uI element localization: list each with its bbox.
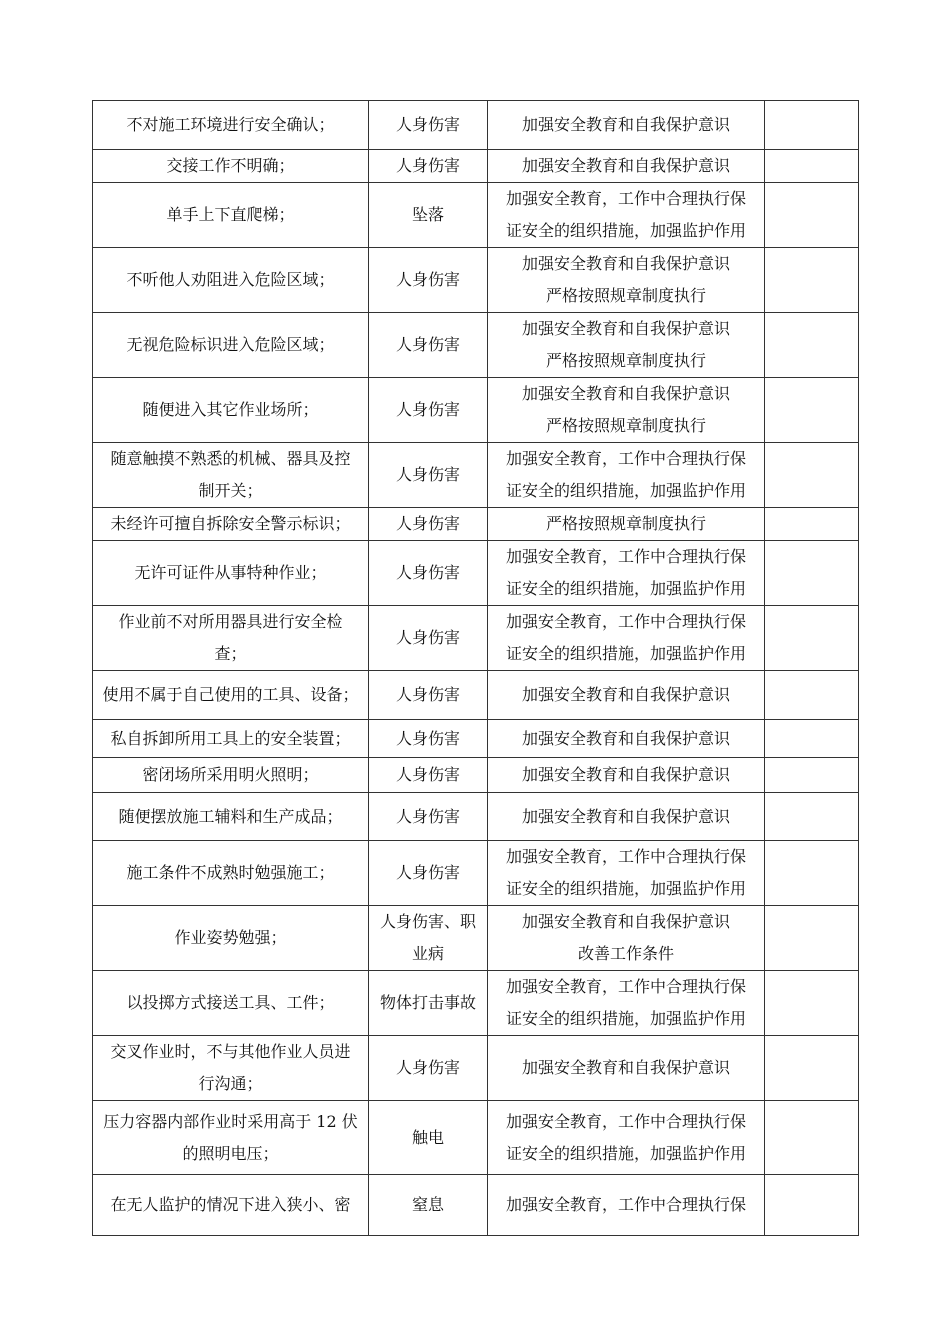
note-cell: [765, 671, 859, 720]
table-row: [93, 248, 859, 313]
note-cell: [765, 793, 859, 841]
note-cell: [765, 150, 859, 183]
harm-cell: 人身伤害: [369, 606, 488, 671]
table-row: [93, 313, 859, 378]
measure-cell: 加强安全教育，工作中合理执行保 证安全的组织措施，加强监护作用: [488, 183, 765, 248]
hazard-cell: 压力容器内部作业时采用高于 12 伏 的照明电压；: [93, 1101, 369, 1175]
measure-cell: 加强安全教育，工作中合理执行保: [488, 1175, 765, 1236]
harm-cell: 坠落: [369, 183, 488, 248]
note-cell: [765, 378, 859, 443]
measure-cell: 加强安全教育，工作中合理执行保 证安全的组织措施，加强监护作用: [488, 606, 765, 671]
note-cell: [765, 841, 859, 906]
hazard-cell: 随便进入其它作业场所；: [93, 378, 369, 443]
hazard-cell: 无许可证件从事特种作业；: [93, 541, 369, 606]
harm-cell: 人身伤害: [369, 720, 488, 758]
hazard-cell: 单手上下直爬梯；: [93, 183, 369, 248]
note-cell: [765, 1175, 859, 1236]
note-cell: [765, 1036, 859, 1101]
measure-cell: 加强安全教育，工作中合理执行保 证安全的组织措施，加强监护作用: [488, 971, 765, 1036]
note-cell: [765, 183, 859, 248]
hazard-cell: 随便摆放施工辅料和生产成品；: [93, 793, 369, 841]
harm-cell: 人身伤害: [369, 443, 488, 508]
table-row: [93, 508, 859, 541]
measure-cell: 加强安全教育和自我保护意识: [488, 720, 765, 758]
hazard-cell: 在无人监护的情况下进入狭小、密: [93, 1175, 369, 1236]
hazard-cell: 私自拆卸所用工具上的安全装置；: [93, 720, 369, 758]
note-cell: [765, 1101, 859, 1175]
hazard-cell: 以投掷方式接送工具、工件；: [93, 971, 369, 1036]
hazard-cell: 作业前不对所用器具进行安全检 查；: [93, 606, 369, 671]
table-row: [93, 720, 859, 758]
harm-cell: 人身伤害: [369, 150, 488, 183]
table-row: [93, 150, 859, 183]
harm-cell: 人身伤害: [369, 793, 488, 841]
note-cell: [765, 101, 859, 150]
table-row: [93, 606, 859, 671]
table-row: [93, 671, 859, 720]
measure-cell: 加强安全教育和自我保护意识: [488, 150, 765, 183]
measure-cell: 加强安全教育和自我保护意识 严格按照规章制度执行: [488, 313, 765, 378]
harm-cell: 人身伤害: [369, 378, 488, 443]
measure-cell: 加强安全教育和自我保护意识 严格按照规章制度执行: [488, 378, 765, 443]
note-cell: [765, 248, 859, 313]
table-row: [93, 1101, 859, 1175]
table-row: [93, 1036, 859, 1101]
table-row: [93, 1175, 859, 1236]
note-cell: [765, 541, 859, 606]
table-row: [93, 101, 859, 150]
hazard-cell: 密闭场所采用明火照明；: [93, 758, 369, 793]
harm-cell: 人身伤害: [369, 541, 488, 606]
table-row: [93, 758, 859, 793]
hazard-cell: 不听他人劝阻进入危险区域；: [93, 248, 369, 313]
table-row: [93, 906, 859, 971]
harm-cell: 人身伤害: [369, 508, 488, 541]
note-cell: [765, 313, 859, 378]
table-row: [93, 378, 859, 443]
hazard-cell: 交叉作业时，不与其他作业人员进 行沟通；: [93, 1036, 369, 1101]
measure-cell: 加强安全教育和自我保护意识: [488, 671, 765, 720]
table-row: [93, 793, 859, 841]
risk-table: [92, 100, 859, 1236]
harm-cell: 人身伤害: [369, 1036, 488, 1101]
harm-cell: 人身伤害: [369, 101, 488, 150]
hazard-cell: 作业姿势勉强；: [93, 906, 369, 971]
measure-cell: 加强安全教育，工作中合理执行保 证安全的组织措施，加强监护作用: [488, 541, 765, 606]
note-cell: [765, 758, 859, 793]
note-cell: [765, 508, 859, 541]
harm-cell: 人身伤害、职 业病: [369, 906, 488, 971]
hazard-cell: 随意触摸不熟悉的机械、器具及控 制开关；: [93, 443, 369, 508]
measure-cell: 加强安全教育，工作中合理执行保 证安全的组织措施，加强监护作用: [488, 443, 765, 508]
measure-cell: 加强安全教育和自我保护意识: [488, 758, 765, 793]
measure-cell: 加强安全教育和自我保护意识 改善工作条件: [488, 906, 765, 971]
measure-cell: 加强安全教育和自我保护意识 严格按照规章制度执行: [488, 248, 765, 313]
harm-cell: 人身伤害: [369, 313, 488, 378]
risk-table-body: [93, 101, 859, 1236]
harm-cell: 触电: [369, 1101, 488, 1175]
hazard-cell: 不对施工环境进行安全确认；: [93, 101, 369, 150]
table-row: [93, 841, 859, 906]
hazard-cell: 使用不属于自己使用的工具、设备；: [93, 671, 369, 720]
table-row: [93, 971, 859, 1036]
harm-cell: 人身伤害: [369, 671, 488, 720]
note-cell: [765, 443, 859, 508]
harm-cell: 物体打击事故: [369, 971, 488, 1036]
hazard-cell: 交接工作不明确；: [93, 150, 369, 183]
table-row: [93, 541, 859, 606]
measure-cell: 加强安全教育和自我保护意识: [488, 793, 765, 841]
harm-cell: 窒息: [369, 1175, 488, 1236]
hazard-cell: 无视危险标识进入危险区域；: [93, 313, 369, 378]
measure-cell: 加强安全教育，工作中合理执行保 证安全的组织措施，加强监护作用: [488, 1101, 765, 1175]
measure-cell: 加强安全教育和自我保护意识: [488, 1036, 765, 1101]
note-cell: [765, 720, 859, 758]
harm-cell: 人身伤害: [369, 841, 488, 906]
table-row: [93, 443, 859, 508]
note-cell: [765, 971, 859, 1036]
measure-cell: 严格按照规章制度执行: [488, 508, 765, 541]
measure-cell: 加强安全教育，工作中合理执行保 证安全的组织措施，加强监护作用: [488, 841, 765, 906]
harm-cell: 人身伤害: [369, 248, 488, 313]
harm-cell: 人身伤害: [369, 758, 488, 793]
measure-cell: 加强安全教育和自我保护意识: [488, 101, 765, 150]
table-row: [93, 183, 859, 248]
note-cell: [765, 606, 859, 671]
hazard-cell: 未经许可擅自拆除安全警示标识；: [93, 508, 369, 541]
note-cell: [765, 906, 859, 971]
hazard-cell: 施工条件不成熟时勉强施工；: [93, 841, 369, 906]
